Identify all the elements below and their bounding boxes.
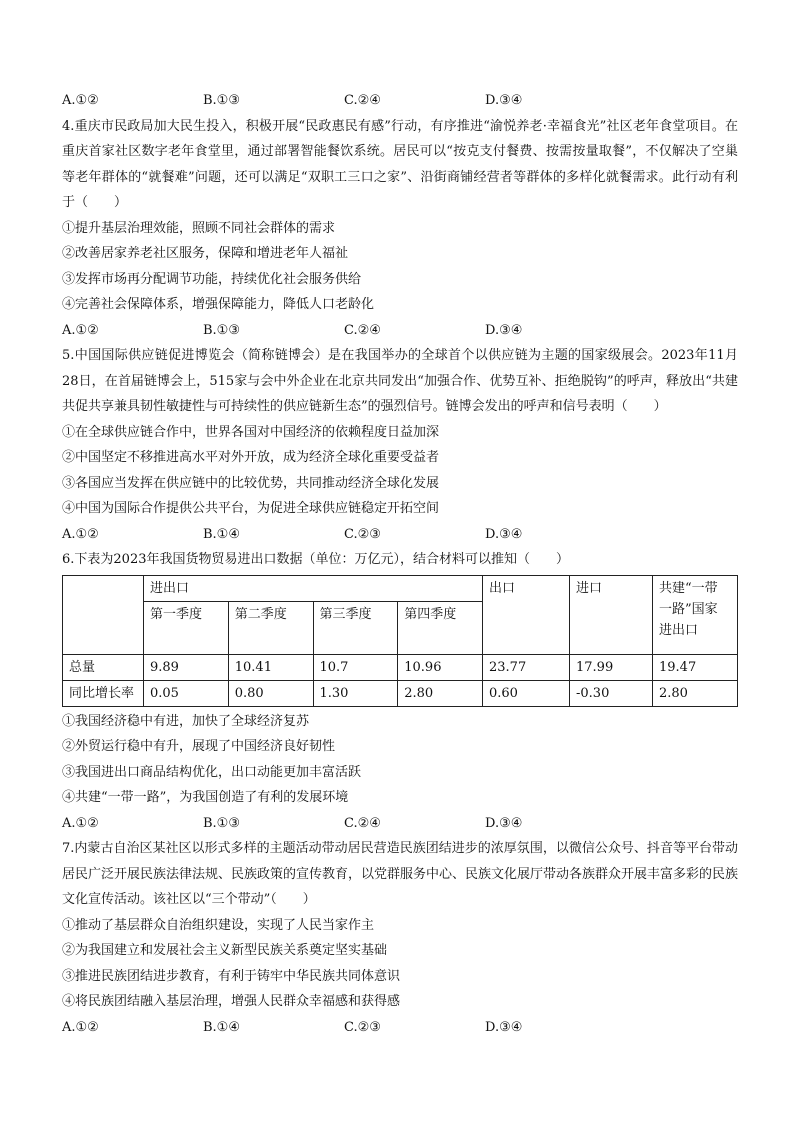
- table-cell: -0.30: [570, 680, 653, 706]
- table-cell: 0.05: [144, 680, 229, 706]
- option-d[interactable]: D.③④: [485, 93, 523, 108]
- option-a[interactable]: A.①②: [62, 1019, 99, 1035]
- q6-item-4: ④共建“一带一路”，为我国创造了有利的发展环境: [62, 790, 349, 805]
- q5-stem: 5.中国国际供应链促进博览会（简称链博会）是在我国举办的全球首个以供应链为主题的国家级展会。2023年11月28日，在首届链博会上，515家与会中外企业在北京共同发出“加强合作、优势互补、拒绝脱钩”的呼声，释放出“共建共促共享兼具韧性敏捷性与可持续性的供应链新生态”的强烈信号。链博会发出的呼声和信号表明（ ）: [62, 348, 738, 414]
- header-belt-road-line3: 进出口: [659, 622, 699, 638]
- option-d[interactable]: D.③④: [485, 1019, 523, 1035]
- option-d[interactable]: D.③④: [485, 526, 523, 542]
- option-b[interactable]: B.①③: [203, 93, 240, 108]
- row-label: 同比增长率: [63, 680, 144, 706]
- table-cell: 23.77: [483, 654, 570, 680]
- q5-item-2: ②中国坚定不移推进高水平对外开放，成为经济全球化重要受益者: [62, 450, 440, 465]
- option-a[interactable]: A.①②: [62, 93, 99, 108]
- table-corner-cell: [63, 575, 144, 654]
- q6-options: [62, 811, 738, 837]
- table-cell: 17.99: [570, 654, 653, 680]
- q4-item-2: ②改善居家养老社区服务，保障和增进老年人福祉: [62, 246, 349, 261]
- option-c[interactable]: C.②④: [344, 322, 381, 338]
- q5-item-4: ④中国为国际合作提供公共平台，为促进全球供应链稳定开拓空间: [62, 501, 440, 516]
- q4-stem: 4.重庆市民政局加大民生投入，积极开展“民政惠民有感”行动，有序推进“渝悦养老·幸福食光”社区老年食堂项目。在重庆首家社区数字老年食堂里，通过部署智能餐饮系统。居民可以“按克支付餐费、按需按量取餐”，不仅解决了空巢等老年群体的“就餐难”问题，还可以满足“双职工三口之家”、沿街商铺经营者等群体的多样化就餐需求。此行动有利于（ ）: [62, 118, 738, 210]
- header-q2: 第二季度: [228, 601, 313, 654]
- option-a[interactable]: A.①②: [62, 815, 99, 831]
- header-import: 进口: [570, 575, 653, 654]
- table-cell: 0.80: [228, 680, 313, 706]
- option-b[interactable]: B.①④: [203, 1019, 240, 1035]
- q7-item-1: ①推动了基层群众自治组织建设，实现了人民当家作主: [62, 917, 375, 933]
- table-cell: 2.80: [398, 680, 483, 706]
- q6-item-1: ①我国经济稳中有进，加快了全球经济复苏: [62, 713, 310, 729]
- header-q1: 第一季度: [144, 601, 229, 654]
- q4-options: [62, 318, 738, 344]
- q7-item-2: ②为我国建立和发展社会主义新型民族关系奠定坚实基础: [62, 943, 388, 958]
- header-export: 出口: [483, 575, 570, 654]
- option-b[interactable]: B.①④: [203, 526, 240, 542]
- table-row: [63, 654, 738, 680]
- q7-item-3: ③推进民族团结进步教育，有利于铸牢中华民族共同体意识: [62, 968, 401, 984]
- option-c[interactable]: C.②④: [344, 815, 381, 831]
- option-c[interactable]: C.②③: [344, 1019, 381, 1035]
- row-label: 总量: [63, 654, 144, 680]
- header-q3: 第三季度: [313, 601, 398, 654]
- table-cell: 10.7: [313, 654, 398, 680]
- q4-item-3: ③发挥市场再分配调节功能，持续优化社会服务供给: [62, 271, 362, 287]
- table-cell: 10.96: [398, 654, 483, 680]
- option-c[interactable]: C.②③: [344, 526, 381, 542]
- table-cell: 2.80: [653, 680, 738, 706]
- trade-data-table: [62, 575, 738, 707]
- q5-item-3: ③各国应当发挥在供应链中的比较优势，共同推动经济全球化发展: [62, 475, 440, 491]
- option-a[interactable]: A.①②: [62, 322, 99, 338]
- table-cell: 9.89: [144, 654, 229, 680]
- exam-page: [62, 88, 738, 1040]
- option-d[interactable]: D.③④: [485, 815, 523, 831]
- option-d[interactable]: D.③④: [485, 322, 523, 338]
- q7-item-4: ④将民族团结融入基层治理，增强人民群众幸福感和获得感: [62, 994, 401, 1009]
- table-cell: 19.47: [653, 654, 738, 680]
- option-a[interactable]: A.①②: [62, 526, 99, 542]
- option-b[interactable]: B.①③: [203, 815, 240, 831]
- q6-stem: 6.下表为2023年我国货物贸易进出口数据（单位：万亿元），结合材料可以推知（ ）: [62, 552, 569, 567]
- q4-item-1: ①提升基层治理效能，照顾不同社会群体的需求: [62, 220, 336, 236]
- q6-item-2: ②外贸运行稳中有升，展现了中国经济良好韧性: [62, 739, 336, 754]
- q4-item-4: ④完善社会保障体系，增强保障能力，降低人口老龄化: [62, 297, 375, 312]
- header-belt-road-line2: 一路”国家: [659, 601, 718, 617]
- header-q4: 第四季度: [398, 601, 483, 654]
- header-import-export: 进出口: [144, 575, 483, 601]
- table-cell: 1.30: [313, 680, 398, 706]
- table-cell: 10.41: [228, 654, 313, 680]
- table-row: [63, 680, 738, 706]
- header-belt-road-line1: 共建“一带: [659, 580, 718, 596]
- header-belt-road: [653, 575, 738, 654]
- q7-options: [62, 1015, 738, 1041]
- option-b[interactable]: B.①③: [203, 322, 240, 338]
- option-c[interactable]: C.②④: [344, 93, 381, 108]
- q6-item-3: ③我国进出口商品结构优化，出口动能更加丰富活跃: [62, 764, 362, 780]
- q5-options: [62, 522, 738, 548]
- q7-stem: 7.内蒙古自治区某社区以形式多样的主题活动带动居民营造民族团结进步的浓厚氛围，以微信公众号、抖音等平台带动居民广泛开展民族法律法规、民族政策的宣传教育，以党群服务中心、民族文化展厅带动各族群众开展丰富多彩的民族文化宣传活动。该社区以“三个带动”（ ）: [62, 841, 739, 907]
- q3-options: [62, 88, 738, 114]
- q5-item-1: ①在全球供应链合作中，世界各国对中国经济的依赖程度日益加深: [62, 424, 440, 440]
- table-cell: 0.60: [483, 680, 570, 706]
